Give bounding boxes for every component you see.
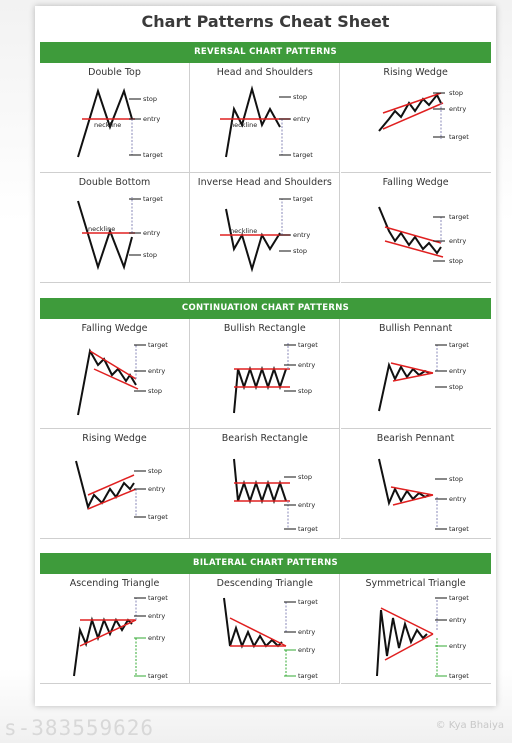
pattern-name: Rising Wedge — [383, 67, 448, 78]
stop-label: stop — [448, 475, 463, 483]
pattern-name: Rising Wedge — [82, 433, 147, 444]
stop-label: stop — [448, 89, 463, 97]
price-line — [379, 365, 429, 411]
target-label: target — [448, 594, 469, 602]
watermark-text: s-383559626 — [4, 716, 155, 740]
entry-label: entry — [143, 115, 161, 123]
stop-label: stop — [148, 387, 163, 395]
price-line — [377, 610, 427, 676]
pattern-diagram — [341, 79, 491, 171]
stop-label: stop — [293, 93, 308, 101]
target-label: target — [143, 151, 163, 159]
pattern-card-falling-wedge — [40, 319, 190, 429]
page-title: Chart Patterns Cheat Sheet — [141, 12, 390, 31]
stop-label: stop — [143, 251, 158, 259]
stop-label: stop — [448, 257, 463, 265]
lower-trendline — [393, 373, 433, 381]
reversal-patterns-grid — [40, 63, 491, 283]
target-label: target — [143, 195, 163, 203]
pattern-card-bullish-pennant — [341, 319, 491, 429]
neckline-label: neckline — [88, 225, 116, 233]
target-label: target — [448, 341, 469, 349]
entry-label: entry — [448, 237, 466, 245]
price-line — [224, 598, 282, 646]
target-label: target — [448, 213, 469, 221]
credit-text: © Kya Bhaiya — [435, 720, 504, 731]
entry-label: entry — [448, 495, 466, 503]
target-label: target — [448, 525, 469, 533]
pattern-diagram — [190, 189, 340, 281]
continuation-section-header: CONTINUATION CHART PATTERNS — [40, 298, 491, 319]
pattern-diagram — [341, 445, 491, 537]
pattern-name: Symmetrical Triangle — [365, 578, 466, 589]
entry-label: entry — [448, 642, 466, 650]
pattern-name: Descending Triangle — [216, 578, 313, 589]
pattern-card-falling-wedge — [341, 173, 491, 283]
pattern-diagram — [341, 189, 491, 281]
neckline-label: neckline — [230, 227, 258, 235]
target-label: target — [148, 513, 168, 521]
target-label: target — [148, 594, 168, 602]
pattern-name: Double Top — [88, 67, 141, 78]
upper-trendline — [383, 93, 441, 113]
pattern-name: Head and Shoulders — [216, 67, 313, 78]
pattern-card-double-top — [40, 63, 190, 173]
pattern-name: Ascending Triangle — [69, 578, 160, 589]
entry-label: entry — [143, 229, 161, 237]
pattern-card-ascending-triangle — [40, 574, 190, 684]
entry-label: entry — [298, 646, 316, 654]
entry-label: entry — [293, 115, 311, 123]
pattern-name: Bullish Rectangle — [223, 323, 306, 334]
pattern-diagram — [40, 335, 190, 427]
target-label: target — [148, 672, 168, 680]
pattern-name: Inverse Head and Shoulders — [197, 177, 332, 188]
price-line — [74, 620, 132, 676]
price-line — [379, 207, 441, 253]
target-label: target — [448, 672, 469, 680]
pattern-diagram — [190, 79, 340, 171]
pattern-card-rising-wedge — [40, 429, 190, 539]
price-line — [76, 461, 134, 507]
pattern-diagram — [40, 79, 190, 171]
entry-label: entry — [298, 361, 316, 369]
neckline-label: neckline — [94, 121, 122, 129]
reversal-section-header: REVERSAL CHART PATTERNS — [40, 42, 491, 63]
pattern-card-bullish-rectangle — [190, 319, 340, 429]
pattern-name: Falling Wedge — [382, 177, 449, 188]
pattern-card-bearish-pennant — [341, 429, 491, 539]
price-line — [379, 459, 429, 503]
pattern-card-symmetrical-triangle — [341, 574, 491, 684]
price-line — [226, 209, 280, 269]
pattern-name: Double Bottom — [78, 177, 151, 188]
stop-label: stop — [298, 387, 313, 395]
entry-label: entry — [148, 612, 166, 620]
pattern-diagram — [40, 445, 190, 537]
continuation-patterns-grid — [40, 319, 491, 539]
target-label: target — [448, 133, 469, 141]
pattern-card-inverse-head-and-shoulders — [190, 173, 340, 283]
target-label: target — [148, 341, 168, 349]
pattern-diagram — [190, 335, 340, 427]
entry-label: entry — [448, 105, 466, 113]
pattern-card-double-bottom — [40, 173, 190, 283]
pattern-diagram — [190, 590, 340, 682]
pattern-card-descending-triangle — [190, 574, 340, 684]
entry-label: entry — [148, 485, 166, 493]
pattern-name: Bearish Rectangle — [221, 433, 308, 444]
target-label: target — [293, 195, 314, 203]
stop-label: stop — [448, 383, 463, 391]
stop-label: stop — [143, 95, 158, 103]
price-line — [78, 201, 132, 267]
stop-label: stop — [293, 247, 308, 255]
neckline-label: neckline — [230, 121, 258, 129]
pattern-diagram — [40, 189, 190, 281]
pattern-card-bearish-rectangle — [190, 429, 340, 539]
price-line — [234, 459, 286, 501]
target-label: target — [298, 525, 319, 533]
pattern-diagram — [190, 445, 340, 537]
pattern-name: Bullish Pennant — [378, 323, 453, 334]
price-line — [379, 95, 441, 131]
pattern-card-rising-wedge — [341, 63, 491, 173]
pattern-diagram — [341, 335, 491, 427]
stop-label: stop — [298, 473, 313, 481]
entry-label: entry — [298, 628, 316, 636]
entry-label: entry — [148, 367, 166, 375]
entry-label: entry — [448, 616, 466, 624]
bilateral-section-header: BILATERAL CHART PATTERNS — [40, 553, 491, 574]
target-label: target — [298, 341, 319, 349]
target-label: target — [298, 598, 319, 606]
price-line — [234, 369, 286, 413]
pattern-name: Bearish Pennant — [376, 433, 455, 444]
entry-label: entry — [148, 634, 166, 642]
target-label: target — [293, 151, 314, 159]
entry-label: entry — [298, 501, 316, 509]
pattern-diagram — [341, 590, 491, 682]
entry-label: entry — [448, 367, 466, 375]
cheat-sheet-poster — [35, 6, 496, 706]
bilateral-patterns-grid — [40, 574, 491, 684]
pattern-name: Falling Wedge — [81, 323, 148, 334]
stop-label: stop — [148, 467, 163, 475]
resistance-trendline — [230, 618, 286, 646]
pattern-card-head-and-shoulders — [190, 63, 340, 173]
target-label: target — [298, 672, 319, 680]
entry-label: entry — [293, 231, 311, 239]
pattern-diagram — [40, 590, 190, 682]
